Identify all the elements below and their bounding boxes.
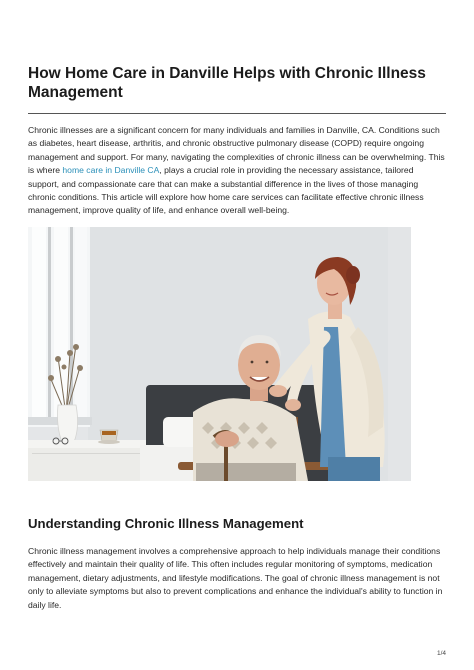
page-title: How Home Care in Danville Helps with Chronic Illness Management	[28, 65, 426, 101]
intro-paragraph	[28, 124, 446, 218]
intro-text-before-link: Chronic illnesses are a significant concern for many individuals and families in Danville, CA. Conditions such as diabetes, heart disease, arthritis, and chronic obstructive pulmonary disease (COPD) require ongoing management and support. For many, navigating the complexities of chronic illness can be overwhelming. This is where	[28, 125, 445, 176]
section-heading: Understanding Chronic Illness Management	[28, 516, 304, 531]
section-paragraph: Chronic illness management involves a comprehensive approach to help individuals manage their conditions effectively and maintain their quality of life. This often includes regular monitoring of symptoms, medication management, dietary adjustments, and lifestyle modifications. The goal of chronic illness management is not only to alleviate symptoms but also to prevent complications and enhance the individual's ability to function in daily life.	[28, 546, 443, 610]
title-divider	[28, 113, 446, 114]
intro-text-after-link: , plays a crucial role in providing the necessary assistance, tailored support, and compassionate care that can make a substantial difference in the lives of those managing chronic conditions. This article will explore how home care services can facilitate effective chronic illness management, improve quality of life, and enhance overall well-being.	[28, 165, 424, 216]
home-care-link[interactable]: home care in Danville CA	[62, 165, 160, 176]
caregiver-photo	[28, 227, 411, 481]
page-number: 1/4	[436, 650, 446, 657]
